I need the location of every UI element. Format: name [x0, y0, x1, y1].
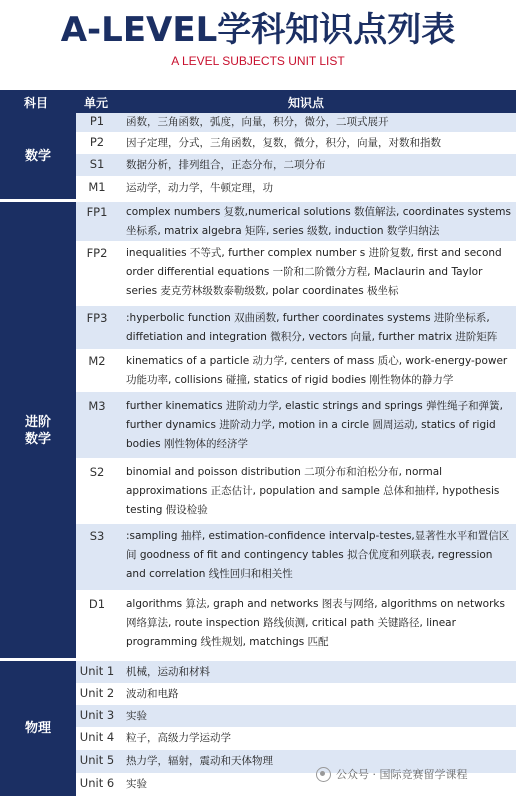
unit-label: P2	[89, 135, 105, 149]
table-row	[76, 705, 516, 728]
knowledge-points: 波动和电路	[126, 688, 179, 700]
knowledge-points: 运动学，动力学，牛顿定理，功	[126, 182, 273, 194]
knowledge-points: 实验	[126, 710, 147, 722]
unit-label: Unit 3	[79, 708, 115, 722]
header-subject: 科目	[24, 96, 49, 110]
wechat-icon	[316, 767, 331, 782]
knowledge-points: :hyperbolic function 双曲函数, further coordinates systems 进阶坐标系, diffetiation and integration 微积分, vectors 向量, further matrix 进阶矩阵	[126, 312, 498, 343]
watermark	[316, 766, 468, 782]
table-row	[76, 727, 516, 751]
table-row	[76, 176, 516, 200]
header-unit: 单元	[84, 96, 109, 110]
table-row	[76, 306, 516, 350]
knowledge-points: kinematics of a particle 动力学, centers of mass 质心, work-energy-power 功能功率, collisions 碰撞, statics of rigid bodies 刚性物体的静力学	[126, 355, 508, 386]
unit-label: P1	[89, 114, 105, 128]
knowledge-points: inequalities 不等式, further complex number s 进阶复数, first and second order differential equations 一阶和二阶微分方程, Maclaurin and Taylor series 麦克劳林级数泰勒级数, polar coordinates 极坐标	[126, 247, 502, 297]
page-subtitle: A LEVEL SUBJECTS UNIT LIST	[171, 54, 345, 68]
knowledge-points: 数据分析，排列组合，正态分布，二项分布	[126, 159, 326, 171]
table-row	[76, 202, 516, 242]
table-row	[76, 349, 516, 393]
subject-further-math: 进阶 数学	[0, 202, 76, 659]
table-row	[76, 458, 516, 525]
knowledge-points: 热力学，辐射，震动和天体物理	[126, 755, 273, 767]
unit-label: FP3	[86, 311, 108, 325]
table-row	[76, 683, 516, 706]
knowledge-points: 函数，三角函数，弧度，向量，积分，微分，二项式展开	[126, 116, 389, 128]
unit-label: Unit 4	[79, 730, 115, 744]
unit-label: M1	[88, 180, 106, 194]
unit-label: M2	[88, 354, 106, 368]
knowledge-points: 机械，运动和材料	[126, 666, 210, 678]
unit-label: Unit 5	[79, 753, 115, 767]
unit-label: S2	[89, 465, 105, 479]
subject-math: 数学	[0, 113, 76, 200]
watermark-text: 公众号 · 国际竞赛留学课程	[336, 768, 468, 781]
knowledge-points: 实验	[126, 778, 147, 790]
knowledge-points: algorithms 算法, graph and networks 图表与网络, algorithms on networks 网络算法, route inspection 路线侦测, critical path 关键路径, linear programming 线性规划, matchings 匹配	[126, 598, 505, 648]
page-title: A-LEVEL学科知识点列表	[60, 10, 456, 50]
knowledge-points: complex numbers 复数,numerical solutions 数值解法, coordinates systems 坐标系, matrix algebra 矩阵, series 级数, induction 数学归纳法	[126, 206, 511, 237]
table-row	[76, 661, 516, 684]
knowledge-points: :sampling 抽样, estimation-confidence intervalp-testes,显著性水平和置信区间 goodness of fit and contingency tables 拟合优度和列联表, regression and correlation 线性回归和相关性	[126, 530, 510, 580]
unit-label: Unit 6	[79, 776, 115, 790]
unit-label: FP1	[86, 205, 108, 219]
unit-label: S3	[89, 529, 105, 543]
subject-physics: 物理	[0, 661, 76, 796]
unit-label: FP2	[86, 246, 108, 260]
table-row	[76, 113, 516, 133]
knowledge-points: binomial and poisson distribution 二项分布和泊松分布, normal approximations 正态估计, population and sample 总体和抽样, hypothesis testing 假设检验	[126, 466, 500, 516]
table-header	[0, 90, 516, 113]
header-points: 知识点	[288, 96, 325, 110]
unit-label: Unit 2	[79, 686, 115, 700]
unit-label: S1	[89, 157, 105, 171]
table-row	[76, 524, 516, 591]
table-row	[76, 392, 516, 459]
knowledge-points: 粒子，高级力学运动学	[126, 732, 231, 744]
table-row	[76, 241, 516, 307]
unit-label: Unit 1	[79, 664, 115, 678]
unit-label: M3	[88, 399, 106, 413]
table-row	[76, 590, 516, 659]
table-row	[76, 154, 516, 177]
unit-label: D1	[88, 597, 106, 611]
knowledge-points: 因子定理，分式，三角函数，复数，微分，积分，向量，对数和指数	[126, 137, 441, 149]
knowledge-points: further kinematics 进阶动力学, elastic strings and springs 弹性绳子和弹簧, further dynamics 进阶动力学, motion in a circle 圆周运动, statics of rigid bodies 刚性物体的经济学	[126, 400, 503, 450]
table-row	[76, 132, 516, 155]
